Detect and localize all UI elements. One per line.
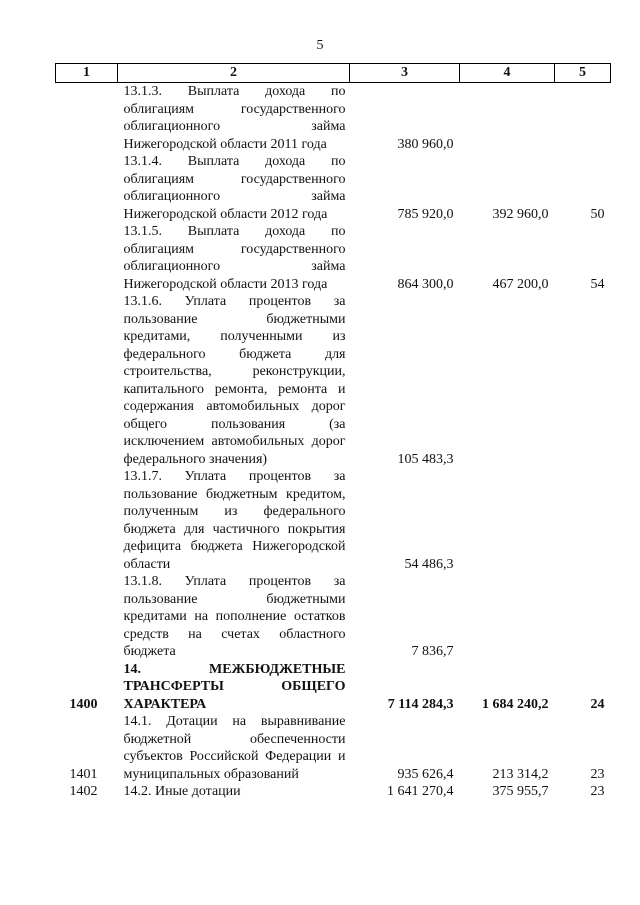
row-value-col5: 23 xyxy=(590,766,605,782)
row-name: 13.1.7. Уплата процентов за пользование бюджетным кредитом, полученным из федерального бюджета для частичного покрытия дефицита бюджета Нижегородской области xyxy=(123,469,346,572)
row-name: 13.1.8. Уплата процентов за пользование бюджетными кредитами на пополнение остатков средств на счетах областного бюджета xyxy=(123,574,346,659)
row-value-col4: 213 314,2 xyxy=(492,766,549,782)
row-value-col4 xyxy=(460,468,555,573)
table-row xyxy=(56,661,611,714)
table-row xyxy=(56,783,611,801)
table-row xyxy=(56,153,611,223)
table-row xyxy=(56,573,611,661)
row-value-col3: 935 626,4 xyxy=(397,766,454,782)
row-value-col3: 7 114 284,3 xyxy=(387,696,454,712)
row-code: 1402 xyxy=(69,784,98,799)
page-number: 5 xyxy=(316,38,324,53)
row-value-col3: 785 920,0 xyxy=(397,206,454,222)
row-code xyxy=(56,153,118,223)
table-row xyxy=(56,83,611,154)
row-value-col4 xyxy=(460,573,555,661)
row-code xyxy=(56,293,118,468)
table-row xyxy=(56,713,611,783)
table-header-row xyxy=(56,64,611,83)
budget-table xyxy=(55,63,611,801)
column-header-2: 2 xyxy=(118,64,350,83)
row-value-col5: 23 xyxy=(590,784,605,799)
row-value-col5 xyxy=(555,293,611,468)
row-value-col4: 375 955,7 xyxy=(492,784,549,799)
row-code: 1401 xyxy=(69,766,98,782)
row-value-col5: 50 xyxy=(590,206,605,222)
row-code xyxy=(56,223,118,293)
row-value-col4: 467 200,0 xyxy=(492,276,549,292)
row-value-col5: 24 xyxy=(590,696,605,712)
row-name: 14.1. Дотации на выравнивание бюджетной обеспеченности субъектов Российской Федерации и муниципальных образований xyxy=(123,714,346,782)
row-name: 13.1.3. Выплата дохода по облигациям государственного облигационного займа Нижегородской области 2011 года xyxy=(123,84,346,152)
row-name: 14.2. Иные дотации xyxy=(123,784,241,799)
row-code: 1400 xyxy=(69,696,98,712)
row-code xyxy=(56,468,118,573)
row-name: 14. МЕЖБЮДЖЕТНЫЕ ТРАНСФЕРТЫ ОБЩЕГО ХАРАКТЕРА xyxy=(123,661,346,712)
row-value-col3: 105 483,3 xyxy=(397,451,454,467)
row-code xyxy=(56,83,118,154)
column-header-5: 5 xyxy=(555,64,611,83)
column-header-1: 1 xyxy=(56,64,118,83)
row-value-col3: 1 641 270,4 xyxy=(387,784,454,799)
row-value-col4: 392 960,0 xyxy=(492,206,549,222)
row-value-col3: 380 960,0 xyxy=(397,136,454,152)
row-code xyxy=(56,573,118,661)
row-value-col3: 7 836,7 xyxy=(411,644,454,659)
row-value-col5: 54 xyxy=(590,276,605,292)
row-value-col4 xyxy=(460,83,555,154)
table-body xyxy=(56,83,611,801)
row-value-col5 xyxy=(555,468,611,573)
table-row xyxy=(56,223,611,293)
column-header-4: 4 xyxy=(460,64,555,83)
row-value-col3: 54 486,3 xyxy=(404,556,454,572)
row-name: 13.1.5. Выплата дохода по облигациям государственного облигационного займа Нижегородской области 2013 года xyxy=(123,224,346,292)
table-row xyxy=(56,293,611,468)
row-value-col3: 864 300,0 xyxy=(397,276,454,292)
row-name: 13.1.6. Уплата процентов за пользование бюджетными кредитами, полученными из федерального бюджета для строительства, реконструкции, капитального ремонта, ремонта и содержания автомобильных дорог общего пользования (за исключением автомобильных дорог федерального значения) xyxy=(123,294,346,467)
row-value-col5 xyxy=(555,573,611,661)
row-value-col5 xyxy=(555,83,611,154)
column-header-3: 3 xyxy=(350,64,460,83)
row-value-col4: 1 684 240,2 xyxy=(482,696,549,712)
row-name: 13.1.4. Выплата дохода по облигациям государственного облигационного займа Нижегородской области 2012 года xyxy=(123,154,346,222)
row-value-col4 xyxy=(460,293,555,468)
table-row xyxy=(56,468,611,573)
